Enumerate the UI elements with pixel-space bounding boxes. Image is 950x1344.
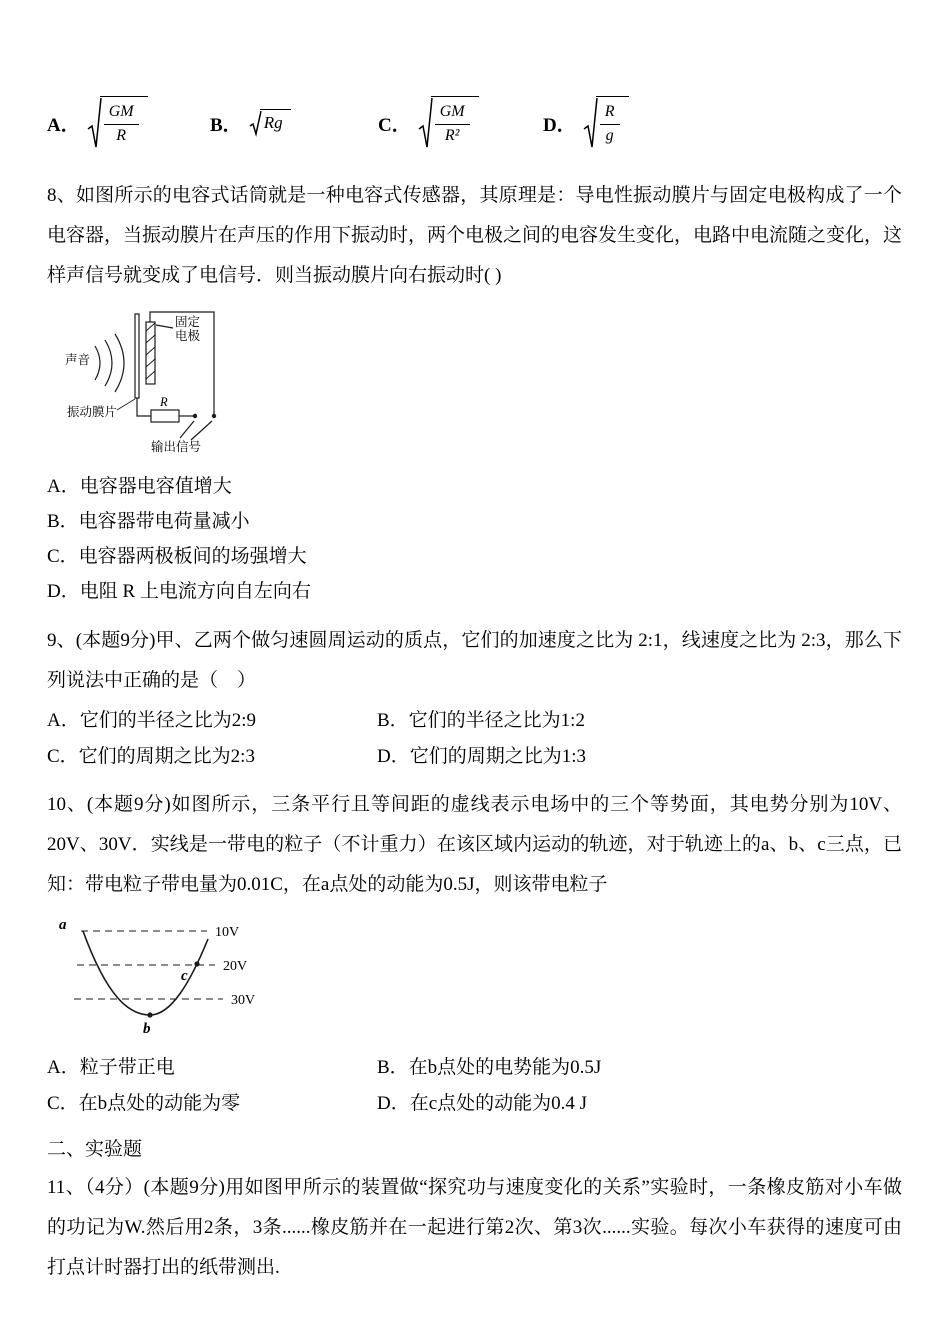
membrane-leader-line bbox=[117, 399, 135, 410]
fraction bbox=[600, 102, 620, 147]
fraction-numerator: R bbox=[600, 102, 620, 125]
output-leader-line bbox=[180, 421, 194, 438]
fixed-electrode-label-line1: 固定 bbox=[175, 315, 201, 329]
fraction-denominator: R² bbox=[444, 126, 460, 144]
particle-trajectory bbox=[83, 931, 208, 1015]
q8-option-c: C．电容器两极板间的场强增大 bbox=[47, 546, 307, 567]
question-8-options bbox=[47, 469, 902, 609]
q7-option-a-label: A． bbox=[47, 114, 80, 136]
sqrt-formula-rg bbox=[249, 109, 291, 137]
resistor-label: R bbox=[160, 395, 168, 409]
output-label: 输出信号 bbox=[151, 440, 202, 454]
q9-option-d: D．它们的周期之比为1:3 bbox=[377, 746, 587, 767]
point-b-dot bbox=[147, 1012, 152, 1017]
fraction bbox=[435, 102, 470, 147]
q7-option-c-label: C． bbox=[378, 114, 411, 136]
fraction-numerator: GM bbox=[104, 102, 139, 125]
label-20v: 20V bbox=[223, 959, 248, 974]
q7-option-d-label: D． bbox=[543, 114, 576, 136]
sound-wave-icon bbox=[95, 346, 100, 380]
equipotential-diagram bbox=[47, 909, 902, 1046]
microphone-diagram-svg bbox=[47, 304, 262, 454]
question7-options-row bbox=[47, 92, 902, 154]
label-30v: 30V bbox=[231, 993, 256, 1008]
radicand bbox=[596, 96, 629, 149]
fraction-numerator: GM bbox=[435, 102, 470, 125]
point-b-label: b bbox=[143, 1021, 151, 1037]
q8-option-a: A．电容器电容值增大 bbox=[47, 476, 232, 497]
q8-option-b: B．电容器带电荷量减小 bbox=[47, 511, 250, 532]
q9-option-a: A．它们的半径之比为2:9 bbox=[47, 710, 257, 731]
q7-option-d bbox=[543, 96, 629, 150]
radicand bbox=[431, 96, 479, 149]
q9-option-b: B．它们的半径之比为1:2 bbox=[377, 710, 585, 731]
sound-label: 声音 bbox=[65, 353, 91, 367]
membrane-label: 振动膜片 bbox=[67, 405, 118, 419]
q7-option-b bbox=[210, 109, 378, 137]
question-11-text: 11、（4分）(本题9分)用如图甲所示的装置做“探究功与速度变化的关系”实验时，一条橡皮筋对小车做的功记为W.然后用2条，3条......橡皮筋并在一起进行第2次、第3次......实验。每次小车获得的速度可由打点计时器打出的纸带测出. bbox=[47, 1177, 902, 1278]
q8-option-d: D．电阻 R 上电流方向自左向右 bbox=[47, 581, 311, 602]
fraction bbox=[104, 102, 139, 147]
q10-option-b: B．在b点处的电势能为0.5J bbox=[377, 1057, 602, 1078]
question-9-text: 9、(本题9分)甲、乙两个做匀速圆周运动的质点，它们的加速度之比为 2:1，线速度之比为 2:3，那么下列说法中正确的是（ ） bbox=[47, 630, 902, 691]
expression: Rg bbox=[263, 113, 283, 132]
microphone-diagram bbox=[47, 304, 902, 459]
sound-wave-icon bbox=[115, 334, 124, 392]
point-c-dot bbox=[194, 961, 199, 966]
fixed-electrode-label-line2: 电极 bbox=[175, 329, 201, 343]
sound-wave-icon bbox=[105, 340, 112, 386]
point-a-label: a bbox=[59, 917, 67, 933]
equipotential-diagram-svg bbox=[47, 909, 292, 1041]
q10-option-a: A．粒子带正电 bbox=[47, 1057, 175, 1078]
q10-option-d: D．在c点处的动能为0.4 J bbox=[377, 1093, 588, 1114]
vibrating-membrane-plate bbox=[135, 314, 139, 398]
wire-bottom-left bbox=[137, 398, 151, 416]
output-terminal bbox=[193, 414, 197, 418]
output-terminal bbox=[212, 414, 216, 418]
q10-option-c: C．在b点处的动能为零 bbox=[47, 1093, 241, 1114]
resistor-box bbox=[151, 410, 179, 422]
q7-option-b-label: B． bbox=[210, 114, 242, 136]
fraction-denominator: R bbox=[116, 126, 127, 144]
section-2-title: 二、实验题 bbox=[47, 1139, 143, 1160]
equipotential-labels bbox=[59, 917, 255, 1037]
radicand bbox=[260, 109, 291, 135]
fraction-denominator: g bbox=[605, 126, 614, 144]
q7-option-a bbox=[47, 96, 210, 150]
electrode-hatching bbox=[146, 323, 155, 379]
q7-option-c bbox=[378, 96, 543, 150]
microphone-labels bbox=[65, 315, 201, 454]
point-c-label: c bbox=[181, 968, 188, 984]
sqrt-formula-r-over-g bbox=[583, 96, 629, 150]
label-10v: 10V bbox=[215, 925, 240, 940]
electrode-leader-line bbox=[156, 325, 173, 328]
sqrt-formula-gm-over-r bbox=[87, 96, 148, 150]
sqrt-formula-gm-over-r2 bbox=[418, 96, 479, 150]
output-leader-line bbox=[191, 421, 212, 440]
q9-option-c: C．它们的周期之比为2:3 bbox=[47, 746, 255, 767]
radicand bbox=[100, 96, 148, 149]
question-8-text: 8、如图所示的电容式话筒就是一种电容式传感器，其原理是：导电性振动膜片与固定电极构成了一个电容器，当振动膜片在声压的作用下振动时，两个电极之间的电容发生变化，电路中电流随之变化，这样声信号就变成了电信号．则当振动膜片向右振动时( ) bbox=[47, 185, 903, 286]
question-10-text: 10、(本题9分)如图所示，三条平行且等间距的虚线表示电场中的三个等势面，其电势分别为10V、20V、30V．实线是一带电的粒子（不计重力）在该区域内运动的轨迹，对于轨迹上的a、b、c三点，已知：带电粒子带电量为0.01C，在a点处的动能为0.5J，则该带电粒子 bbox=[47, 794, 902, 895]
question-9-options bbox=[47, 703, 902, 775]
question-10-options bbox=[47, 1050, 902, 1122]
equipotential-lines bbox=[74, 931, 223, 1018]
